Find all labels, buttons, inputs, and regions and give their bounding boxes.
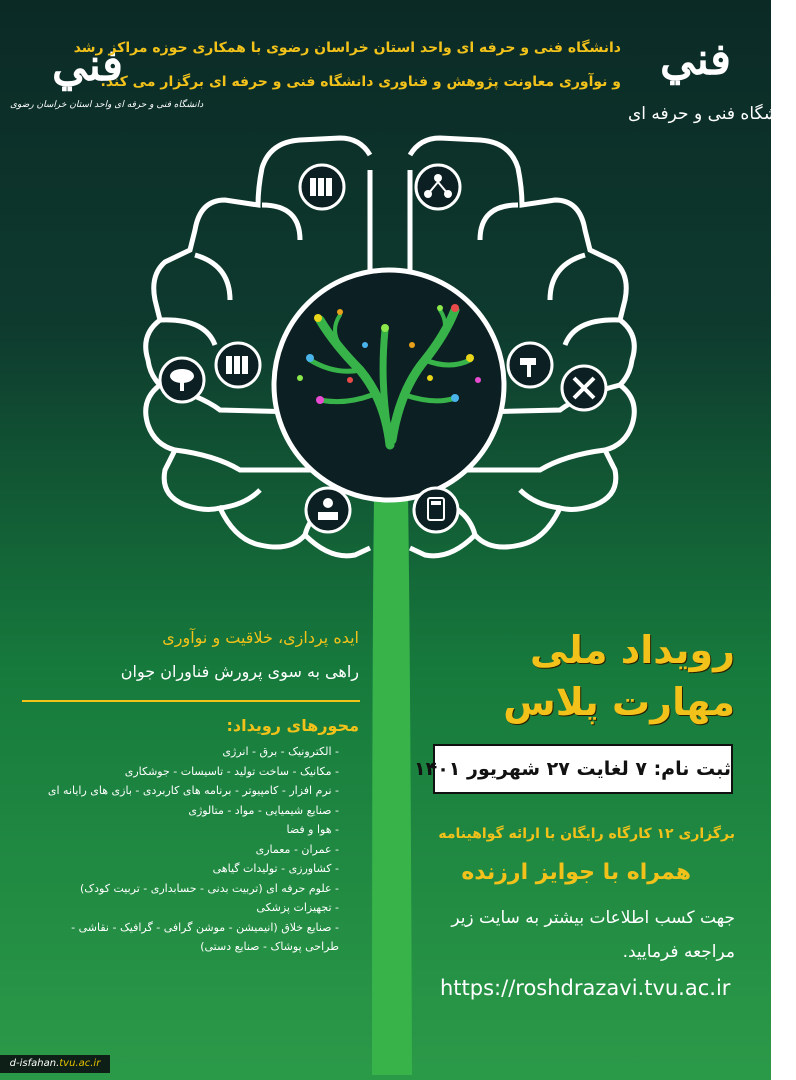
watermark-right: tvu.ac.ir: [59, 1058, 101, 1069]
list-item: - کشاورزی - تولیدات گیاهی: [212, 862, 339, 875]
list-item: - هوا و فضا: [286, 823, 339, 836]
tools-icon: [562, 366, 606, 410]
event-title-line-2: مهارت پلاس: [503, 680, 735, 724]
slogan-line-1: ایده پردازی، خلاقیت و نوآوری: [162, 628, 359, 647]
list-item: - صنایع خلاق (انیمیشن - موشن گرافی - گرافیک - نقاشی -: [71, 920, 339, 934]
prizes-text: همراه با جوایز ارزنده: [461, 860, 691, 885]
logo-left-caption: دانشگاه فنی و حرفه ای واحد استان خراسان رضوی: [10, 100, 204, 110]
books-icon: [216, 343, 260, 387]
event-axes-title: محورهای رویداد:: [226, 716, 359, 735]
organizer-line-1: دانشگاه فنی و حرفه ای واحد استان خراسان رضوی با همکاری حوزه مراکز رشد: [73, 40, 621, 56]
registration-dates-badge: ثبت نام: ۷ لغایت ۲۷ شهریور ۱۴۰۱: [433, 744, 733, 794]
event-title-line-1: رویداد ملی: [530, 628, 735, 672]
tvu-logo-right-icon: ﻓﻨﻲ: [660, 34, 731, 85]
organizer-line-2: و نوآوری معاونت پژوهش و فناوری دانشگاه فنی و حرفه ای برگزار می کند.: [100, 74, 621, 90]
list-item: - علوم حرفه ای (تربیت بدنی - حسابداری - تربیت کودک): [80, 881, 339, 895]
watermark-left: d-isfahan.: [9, 1058, 60, 1069]
workshops-text: برگزاری ۱۲ کارگاه رایگان با ارائه گواهینامه: [438, 826, 735, 842]
list-item: - صنایع شیمیایی - مواد - متالوژی: [188, 803, 339, 817]
logo-right-caption: دانشگاه فنی و حرفه ای: [628, 104, 796, 124]
tree-trunk: [372, 440, 412, 1075]
list-item: - عمران - معماری: [255, 842, 339, 856]
list-item: - نرم افزار - کامپیوتر - برنامه های کاربردی - بازی های رایانه ای: [47, 784, 339, 797]
cloud-icon: [160, 358, 204, 402]
list-item: - تجهیزات پزشکی: [256, 901, 339, 914]
calculator-icon: [414, 488, 458, 532]
slogan-line-2: راهی به سوی پرورش فناوران جوان: [120, 662, 359, 681]
source-watermark: [0, 1055, 110, 1073]
event-axes-list: [9, 742, 339, 957]
list-item: طراحی پوشاک - صنایع دستی): [200, 940, 339, 953]
website-link[interactable]: https://roshdrazavi.tvu.ac.ir: [440, 976, 731, 1000]
center-circle: [274, 270, 504, 500]
list-item: - الکترونیک - برق - انرژی: [222, 745, 339, 758]
tvu-logo-left-icon: ﻓﻨﻲ: [52, 40, 123, 91]
info-text-line-1: جهت کسب اطلاعات بیشتر به سایت زیر: [451, 908, 735, 928]
hammer-icon: [508, 343, 552, 387]
laptop-user-icon: [306, 488, 350, 532]
books-icon: [300, 165, 344, 209]
network-icon: [416, 165, 460, 209]
list-item: - مکانیک - ساخت تولید - تاسیسات - جوشکاری: [124, 764, 339, 778]
slogan-divider: [22, 700, 360, 702]
info-text-line-2: مراجعه فرمایید.: [622, 942, 735, 962]
